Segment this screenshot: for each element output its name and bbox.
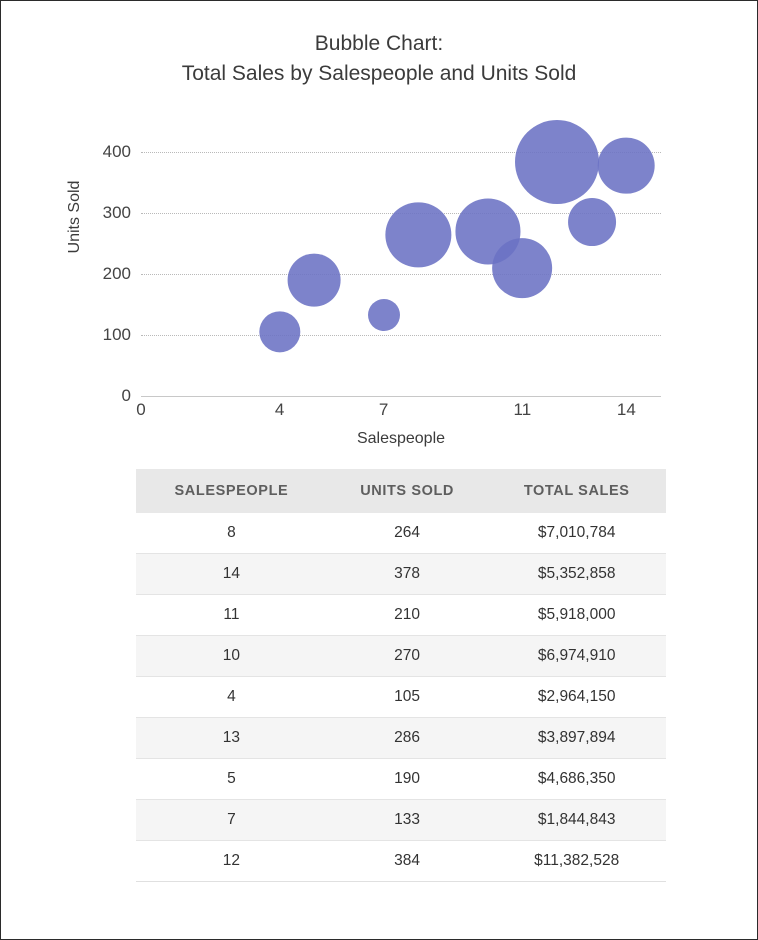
- bubble-point: [386, 202, 451, 267]
- cell-salespeople: 7: [136, 800, 327, 841]
- data-table-wrapper: [136, 469, 666, 882]
- cell-units-sold: 133: [327, 800, 488, 841]
- bubble-point: [259, 311, 300, 352]
- y-axis-title: Units Sold: [66, 180, 83, 254]
- y-tick-label: 300: [102, 203, 131, 223]
- cell-units-sold: 105: [327, 677, 488, 718]
- y-tick-label: 0: [121, 385, 131, 405]
- chart-title: [1, 1, 757, 90]
- table-row: [136, 841, 666, 882]
- column-header-units-sold: UNITS SOLD: [327, 469, 488, 513]
- cell-units-sold: 286: [327, 718, 488, 759]
- cell-total-sales: $7,010,784: [487, 513, 666, 554]
- cell-units-sold: 264: [327, 513, 488, 554]
- cell-salespeople: 13: [136, 718, 327, 759]
- y-axis-tick-labels: [61, 128, 131, 405]
- table-row: [136, 800, 666, 841]
- table-header-row: [136, 469, 666, 513]
- table-row: [136, 677, 666, 718]
- bubble-point: [515, 120, 599, 204]
- column-header-salespeople: SALESPEOPLE: [136, 469, 327, 513]
- cell-units-sold: 190: [327, 759, 488, 800]
- cell-total-sales: $6,974,910: [487, 636, 666, 677]
- x-tick-label: 4: [274, 399, 285, 419]
- cell-units-sold: 210: [327, 595, 488, 636]
- cell-total-sales: $1,844,843: [487, 800, 666, 841]
- x-tick-label: 7: [378, 399, 389, 419]
- y-tick-label: 100: [102, 324, 131, 344]
- cell-total-sales: $4,686,350: [487, 759, 666, 800]
- cell-units-sold: 270: [327, 636, 488, 677]
- cell-total-sales: $2,964,150: [487, 677, 666, 718]
- x-axis-title: Salespeople: [356, 429, 446, 447]
- data-table: [136, 469, 666, 882]
- plot-area: [141, 128, 661, 396]
- gridline: [141, 274, 661, 275]
- bubble-point: [598, 137, 655, 194]
- cell-total-sales: $3,897,894: [487, 718, 666, 759]
- cell-salespeople: 12: [136, 841, 327, 882]
- cell-salespeople: 14: [136, 554, 327, 595]
- x-tick-label: 11: [513, 399, 532, 419]
- cell-units-sold: 378: [327, 554, 488, 595]
- cell-total-sales: $5,918,000: [487, 595, 666, 636]
- table-row: [136, 513, 666, 554]
- table-body: [136, 513, 666, 882]
- cell-total-sales: $5,352,858: [487, 554, 666, 595]
- bubble-point: [288, 254, 341, 307]
- bubble-point: [368, 299, 400, 331]
- table-row: [136, 636, 666, 677]
- table-row: [136, 595, 666, 636]
- x-axis-line: [141, 396, 661, 397]
- cell-total-sales: $11,382,528: [487, 841, 666, 882]
- table-row: [136, 718, 666, 759]
- bubble-point: [568, 198, 616, 246]
- cell-salespeople: 8: [136, 513, 327, 554]
- y-tick-label: 400: [102, 142, 131, 162]
- x-tick-label: 0: [136, 399, 146, 419]
- bubble-point: [455, 199, 520, 264]
- column-header-total-sales: TOTAL SALES: [487, 469, 666, 513]
- chart-title-line-1: Bubble Chart:: [314, 32, 444, 55]
- table-row: [136, 554, 666, 595]
- bubble-chart: [1, 90, 758, 447]
- x-axis-tick-labels: [136, 399, 661, 424]
- table-row: [136, 759, 666, 800]
- gridline: [141, 335, 661, 336]
- cell-salespeople: 5: [136, 759, 327, 800]
- x-tick-label: 14: [616, 399, 636, 419]
- y-tick-label: 200: [102, 264, 131, 284]
- cell-salespeople: 4: [136, 677, 327, 718]
- cell-units-sold: 384: [327, 841, 488, 882]
- cell-salespeople: 10: [136, 636, 327, 677]
- chart-title-line-2: Total Sales by Salespeople and Units Sold: [181, 62, 577, 86]
- cell-salespeople: 11: [136, 595, 327, 636]
